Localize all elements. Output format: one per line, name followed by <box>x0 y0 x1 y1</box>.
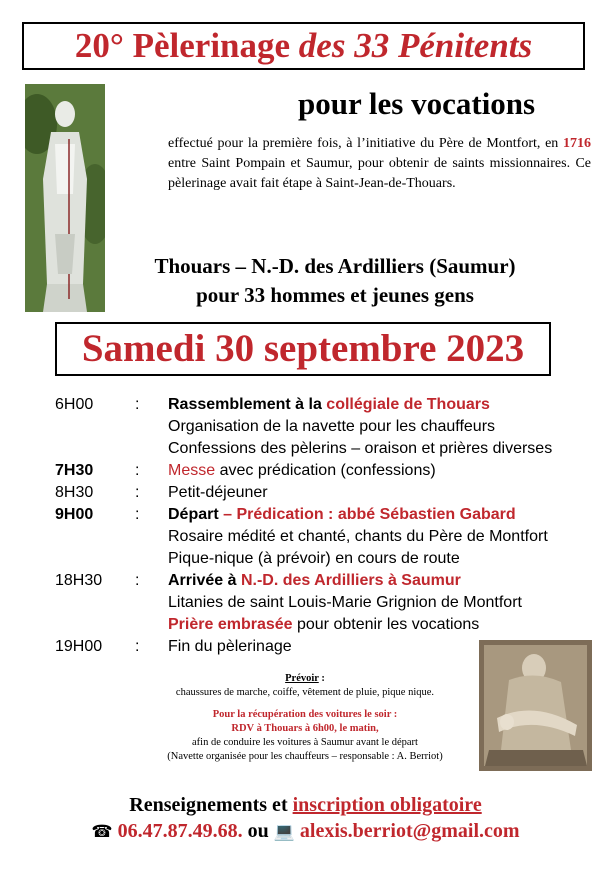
schedule-text: Arrivée à <box>168 572 241 589</box>
schedule-time: 19H00 <box>55 638 103 655</box>
route-line: Thouars – N.-D. des Ardilliers (Saumur) <box>154 254 516 278</box>
schedule-text: Litanies de saint Louis-Marie Grignion de Montfort <box>168 594 522 611</box>
schedule-time: 9H00 <box>55 506 94 523</box>
schedule-row <box>55 394 595 460</box>
schedule-time: 6H00 <box>55 396 94 413</box>
schedule-colon: : <box>135 572 140 589</box>
intro-text-before: effectué pour la première fois, à l’initiative du Père de Montfort, en <box>168 136 563 151</box>
contact-or: ou <box>242 820 274 842</box>
schedule-description <box>168 570 595 636</box>
participants-line: pour 33 hommes et jeunes gens <box>196 283 474 307</box>
schedule-time: 8H30 <box>55 484 94 501</box>
practical-heading-suffix: : <box>318 673 325 684</box>
schedule-description <box>168 394 595 460</box>
contact-heading <box>0 792 611 818</box>
schedule-row <box>55 570 595 636</box>
registration-link[interactable]: inscription obligatoire <box>292 794 482 816</box>
intro-year: 1716 <box>563 136 591 151</box>
schedule-row <box>55 460 595 482</box>
shuttle-info: (Navette organisée pour les chauffeurs – responsable : A. Berriot) <box>167 751 443 762</box>
route-block <box>0 252 611 310</box>
practical-info <box>140 672 470 764</box>
schedule-text: Départ <box>168 506 219 523</box>
schedule-text-highlight: collégiale de Thouars <box>326 396 490 413</box>
pieta-sculpture-photo <box>479 640 592 771</box>
schedule-text: pour obtenir les vocations <box>292 616 480 633</box>
schedule-text-highlight: N.-D. des Ardilliers à Saumur <box>240 572 461 589</box>
schedule-colon: : <box>135 638 140 655</box>
practical-heading: Prévoir <box>285 673 319 684</box>
contact-details <box>0 818 611 845</box>
schedule-text: Confessions des pèlerins – oraison et prières diverses <box>168 440 553 457</box>
schedule-text: Rassemblement à la <box>168 396 327 413</box>
email-address[interactable]: alexis.berriot@gmail.com <box>299 820 520 842</box>
laptop-icon: 💻 <box>273 822 295 842</box>
phone-number[interactable]: 06.47.87.49.68. <box>117 820 243 842</box>
schedule-text: Rosaire médité et chanté, chants du Père de Montfort <box>168 528 548 545</box>
schedule-description <box>168 460 595 482</box>
schedule-text: Pique-nique (à prévoir) en cours de route <box>168 550 460 567</box>
schedule-text-highlight: – Prédication : abbé Sébastien Gabard <box>218 506 516 523</box>
schedule-text-highlight: Messe <box>168 462 216 479</box>
schedule-colon: : <box>135 506 140 523</box>
schedule-colon: : <box>135 484 140 501</box>
schedule-colon: : <box>135 396 140 413</box>
rdv-info: RDV à Thouars à 6h00, le matin, <box>231 723 379 734</box>
schedule-row <box>55 482 595 504</box>
schedule-text: Petit-déjeuner <box>168 484 268 501</box>
subtitle: pour les vocations <box>298 86 536 121</box>
schedule-time: 18H30 <box>55 572 103 589</box>
cars-purpose: afin de conduire les voitures à Saumur avant le départ <box>192 737 418 748</box>
intro-paragraph <box>168 134 591 194</box>
title-part2: des 33 Pénitents <box>298 26 533 65</box>
schedule-text: Organisation de la navette pour les chauffeurs <box>168 418 496 435</box>
event-date: Samedi 30 septembre 2023 <box>55 322 551 376</box>
schedule-description <box>168 504 595 570</box>
contact-label: Renseignements et <box>129 794 293 816</box>
schedule-row <box>55 504 595 570</box>
title-part1: 20° Pèlerinage <box>74 26 299 65</box>
schedule-text: avec prédication (confessions) <box>215 462 436 479</box>
schedule-time: 7H30 <box>55 462 94 479</box>
intro-text-after: entre Saint Pompain et Saumur, pour obtenir de saints missionnaires. Ce pèlerinage avait fait étape à Saint-Jean-de-Thouars. <box>168 156 591 191</box>
schedule-text-highlight: Prière embrasée <box>168 616 293 633</box>
title-box <box>22 22 585 70</box>
telephone-icon: ☎ <box>91 822 113 842</box>
schedule-text: Fin du pèlerinage <box>168 638 292 655</box>
practical-items: chaussures de marche, coiffe, vêtement de pluie, pique nique. <box>175 687 435 698</box>
cars-heading: Pour la récupération des voitures le soir : <box>212 709 398 720</box>
schedule-colon: : <box>135 462 140 479</box>
schedule <box>55 394 595 658</box>
